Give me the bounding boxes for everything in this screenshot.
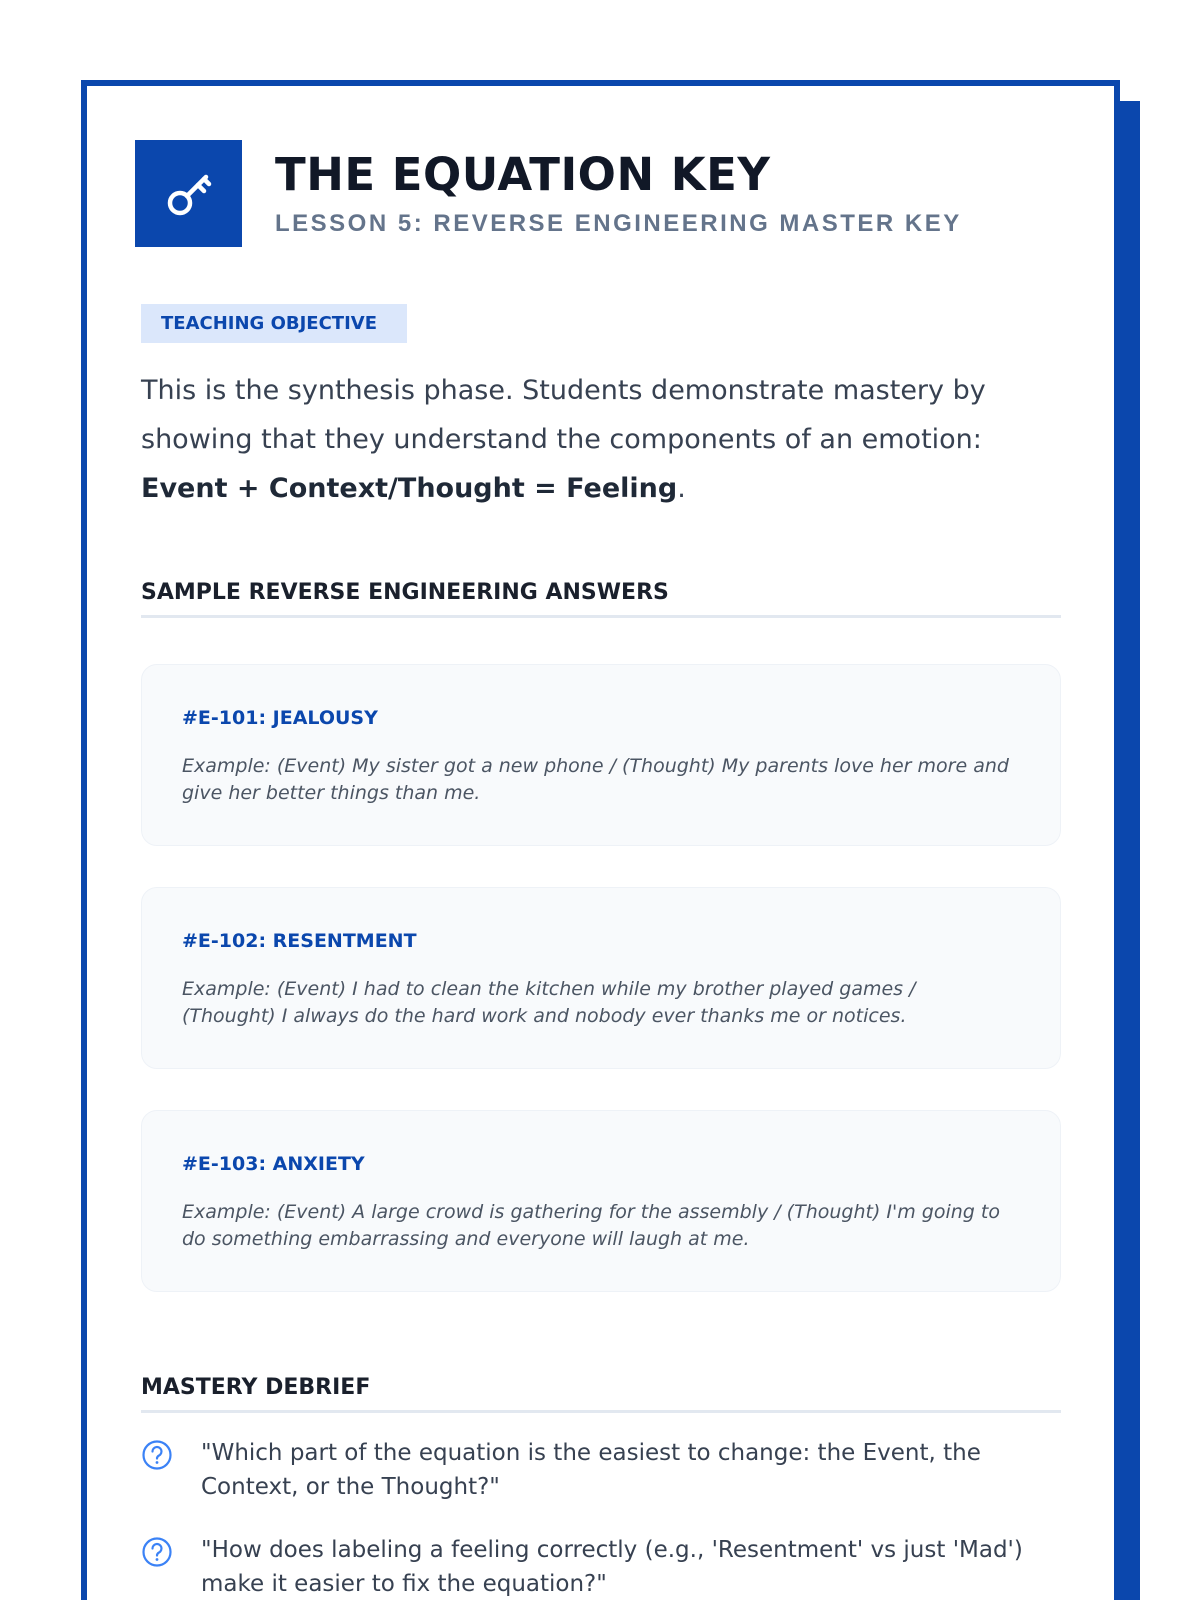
logo [135, 140, 242, 247]
objective-end: . [677, 473, 686, 504]
objective-body: This is the synthesis phase. Students demonstrate mastery by showing that they understand the components of an emotion: [141, 375, 986, 455]
answer-card [141, 1110, 1061, 1292]
question-circle-icon [141, 1439, 173, 1471]
objective-text [141, 366, 1061, 513]
question-circle-icon [141, 1536, 173, 1568]
answer-code: #E-103: ANXIETY [182, 1153, 365, 1175]
key-icon [160, 165, 217, 222]
page-title: THE EQUATION KEY [275, 148, 771, 201]
question-text: "Which part of the equation is the easiest to change: the Event, the Context, or the Thought?" [201, 1440, 981, 1500]
question-text: "How does labeling a feeling correctly (e.g., 'Resentment' vs just 'Mad') make it easier to fix the equation?" [201, 1537, 1023, 1597]
objective-equation: Event + Context/Thought = Feeling [141, 473, 678, 504]
answer-example: Example: (Event) I had to clean the kitchen while my brother played games / (Thought) I always do the hard work and nobody ever thanks me or notices. [182, 978, 916, 1027]
answer-example: Example: (Event) A large crowd is gathering for the assembly / (Thought) I'm going to do something embarrassing and everyone will laugh at me. [182, 1201, 1000, 1250]
answer-code: #E-101: JEALOUSY [182, 707, 378, 729]
page-subtitle: LESSON 5: REVERSE ENGINEERING MASTER KEY [275, 210, 962, 237]
debrief-heading: MASTERY DEBRIEF [141, 1375, 1061, 1413]
list-item [141, 1533, 1061, 1600]
objective-badge: TEACHING OBJECTIVE [141, 304, 407, 343]
debrief-questions [141, 1436, 1061, 1600]
answer-card [141, 664, 1061, 846]
answer-example: Example: (Event) My sister got a new phone / (Thought) My parents love her more and give her better things than me. [182, 755, 1009, 804]
answer-card [141, 887, 1061, 1069]
samples-heading: SAMPLE REVERSE ENGINEERING ANSWERS [141, 580, 1061, 618]
answer-code: #E-102: RESENTMENT [182, 930, 417, 952]
list-item [141, 1436, 1061, 1504]
